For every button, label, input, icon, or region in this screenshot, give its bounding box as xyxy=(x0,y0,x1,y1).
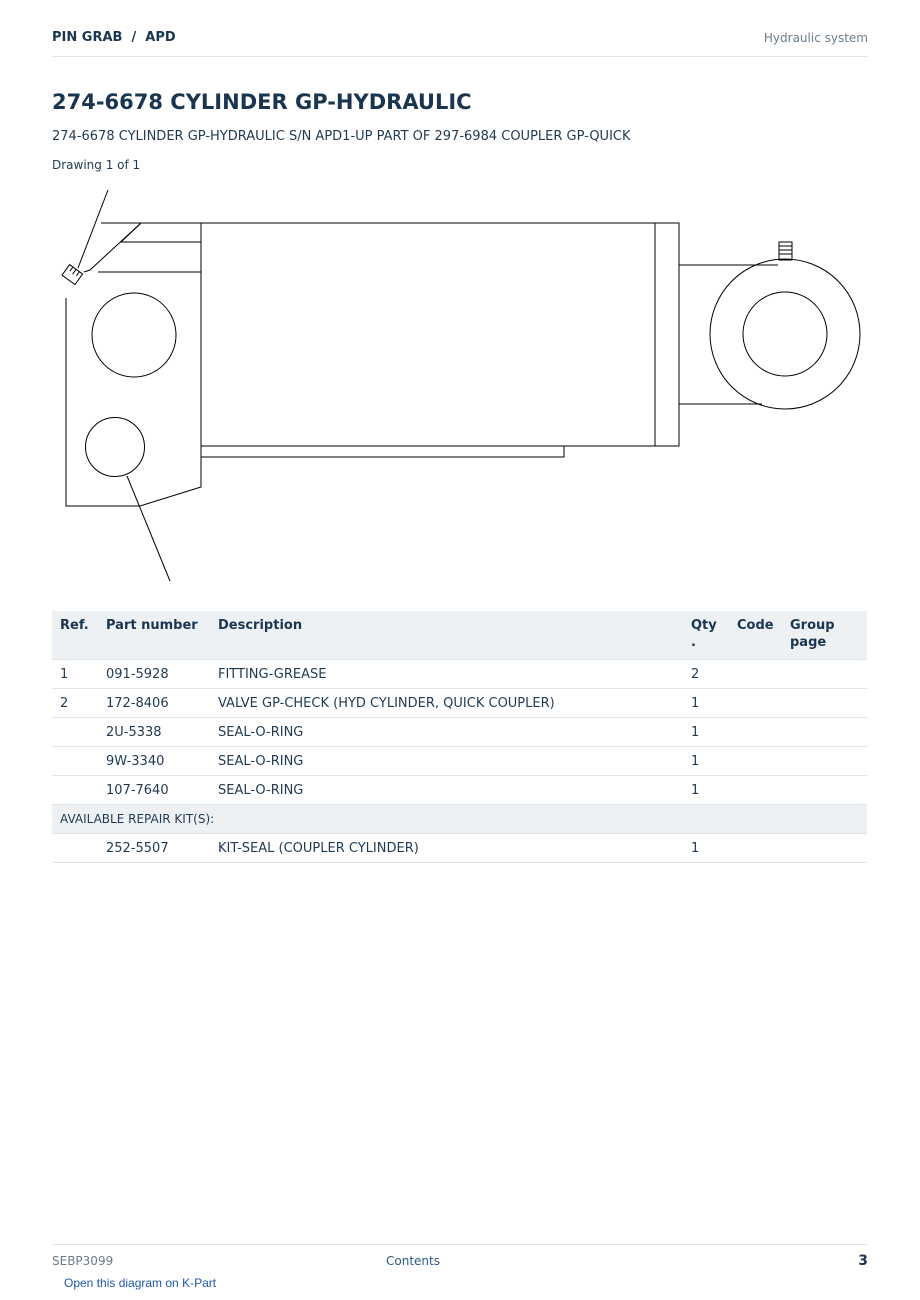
row-part-number[interactable]: 252-5507 xyxy=(98,834,210,863)
col-header-code: Code xyxy=(729,611,782,660)
row-code xyxy=(729,718,782,747)
row-group-page xyxy=(782,834,867,863)
row-description: KIT-SEAL (COUPLER CYLINDER) xyxy=(210,834,683,863)
row-description: SEAL-O-RING xyxy=(210,776,683,805)
parts-table xyxy=(52,611,867,863)
diagram-end-block xyxy=(66,223,201,506)
row-part-number[interactable]: 172-8406 xyxy=(98,689,210,718)
callout-leader-1 xyxy=(78,190,108,268)
page-footer xyxy=(52,1244,868,1275)
drawing-label: Drawing 1 of 1 xyxy=(52,158,141,172)
table-row xyxy=(52,834,867,863)
callout-leader-2 xyxy=(127,476,170,581)
table-row xyxy=(52,776,867,805)
row-description: VALVE GP-CHECK (HYD CYLINDER, QUICK COUPLER) xyxy=(210,689,683,718)
row-qty: 1 xyxy=(683,834,729,863)
row-code xyxy=(729,747,782,776)
contents-link[interactable]: Contents xyxy=(386,1254,440,1268)
row-code xyxy=(729,834,782,863)
diagram-bore-lower xyxy=(86,418,145,477)
page-subtitle: 274-6678 CYLINDER GP-HYDRAULIC S/N APD1-UP PART OF 297-6984 COUPLER GP-QUICK xyxy=(52,129,631,144)
diagram-rod-eye xyxy=(710,259,860,409)
row-code xyxy=(729,689,782,718)
row-description: SEAL-O-RING xyxy=(210,718,683,747)
row-code xyxy=(729,776,782,805)
col-header-ref: Ref. xyxy=(52,611,98,660)
row-part-number[interactable]: 2U-5338 xyxy=(98,718,210,747)
row-ref xyxy=(52,776,98,805)
col-header-description: Description xyxy=(210,611,683,660)
kit-section-row xyxy=(52,805,867,834)
table-row xyxy=(52,660,867,689)
row-qty: 2 xyxy=(683,660,729,689)
row-group-page xyxy=(782,689,867,718)
document-id: SEBP3099 xyxy=(52,1254,114,1268)
diagram-grease-fitting xyxy=(62,265,83,285)
kpart-link[interactable]: Open this diagram on K-Part xyxy=(64,1276,217,1290)
row-ref xyxy=(52,747,98,776)
row-group-page xyxy=(782,747,867,776)
breadcrumb[interactable]: PIN GRAB / APD xyxy=(52,30,176,45)
col-header-qty: Qty . xyxy=(683,611,729,660)
table-row xyxy=(52,747,867,776)
row-part-number[interactable]: 107-7640 xyxy=(98,776,210,805)
diagram-barrel xyxy=(201,223,679,446)
diagram-rod-eye-bore xyxy=(743,292,827,376)
table-header-row xyxy=(52,611,867,660)
kit-section-heading: AVAILABLE REPAIR KIT(S): xyxy=(52,805,867,834)
table-row xyxy=(52,689,867,718)
row-description: FITTING-GREASE xyxy=(210,660,683,689)
diagram-bore-upper xyxy=(92,293,176,377)
col-header-part-number: Part number xyxy=(98,611,210,660)
row-qty: 1 xyxy=(683,689,729,718)
row-description: SEAL-O-RING xyxy=(210,747,683,776)
row-ref xyxy=(52,834,98,863)
row-part-number[interactable]: 091-5928 xyxy=(98,660,210,689)
page-header xyxy=(52,28,868,57)
row-group-page xyxy=(782,718,867,747)
row-qty: 1 xyxy=(683,718,729,747)
row-group-page xyxy=(782,776,867,805)
page-number: 3 xyxy=(858,1253,868,1269)
row-ref xyxy=(52,718,98,747)
row-qty: 1 xyxy=(683,776,729,805)
row-part-number[interactable]: 9W-3340 xyxy=(98,747,210,776)
table-row xyxy=(52,718,867,747)
row-ref: 2 xyxy=(52,689,98,718)
row-ref: 1 xyxy=(52,660,98,689)
row-group-page xyxy=(782,660,867,689)
section-label: Hydraulic system xyxy=(763,31,868,45)
page-title: 274-6678 CYLINDER GP-HYDRAULIC xyxy=(52,90,472,114)
col-header-group-page: Group page xyxy=(782,611,867,660)
parts-diagram xyxy=(50,185,870,585)
row-code xyxy=(729,660,782,689)
row-qty: 1 xyxy=(683,747,729,776)
